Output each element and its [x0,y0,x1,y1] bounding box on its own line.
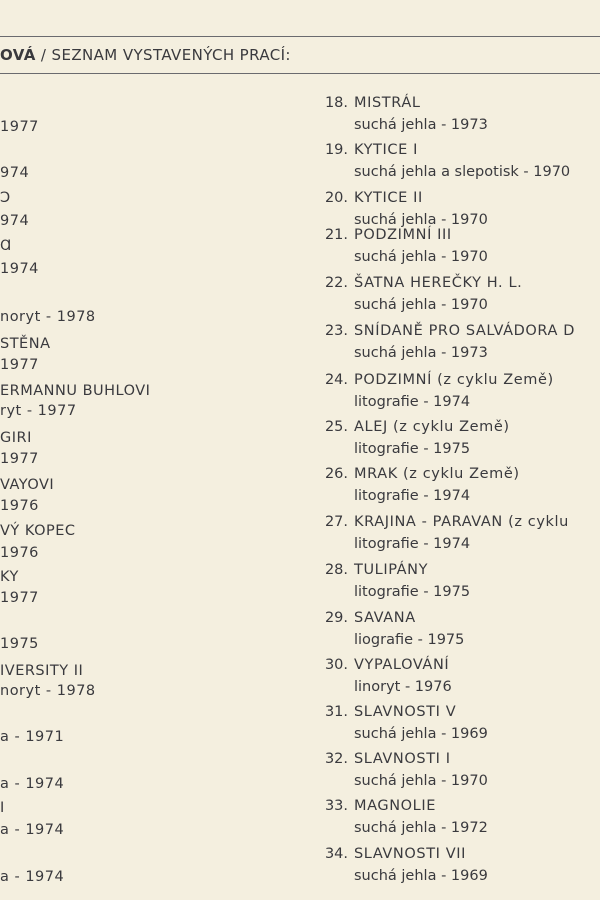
left-fragment: a - 1974 [0,776,65,792]
list-item [316,369,554,413]
entry-number: 30. [324,657,348,673]
entry-detail: suchá jehla - 1973 [354,345,488,361]
left-fragment: GIRI [0,430,32,446]
list-item [316,795,488,839]
entry-detail: suchá jehla - 1973 [354,117,488,133]
entry-number: 28. [324,562,348,578]
left-fragment: ryt - 1977 [0,403,77,419]
left-fragment: 1974 [0,261,39,277]
entry-title: MAGNOLIE [354,798,436,814]
list-item [316,511,569,555]
list-item [316,139,570,183]
entry-detail: litografie - 1975 [354,441,471,457]
list-item [316,92,488,136]
left-fragment: noryt - 1978 [0,309,96,325]
left-fragment: STĚNA [0,336,51,352]
entry-detail: suchá jehla a slepotisk - 1970 [354,164,571,180]
entry-title: PODZIMNÍ (z cyklu Země) [354,372,554,388]
entry-title: KYTICE I [354,142,418,158]
left-fragment: 974 [0,165,30,181]
entry-detail: litografie - 1975 [354,584,471,600]
left-fragment: 1975 [0,636,39,652]
entry-detail: litografie - 1974 [354,394,471,410]
left-fragment: 1977 [0,590,39,606]
entry-title: SLAVNOSTI VII [354,846,467,862]
entry-detail: suchá jehla - 1970 [354,212,488,228]
entry-number: 25. [324,419,348,435]
left-fragment: a - 1974 [0,822,65,838]
entry-detail: litografie - 1974 [354,536,471,552]
entry-number: 23. [324,323,348,339]
list-item [316,748,488,792]
left-fragment: 1977 [0,357,39,373]
top-rule [0,36,600,37]
entry-title: SNÍDANĚ PRO SALVÁDORA D [354,323,575,339]
entry-number: 33. [324,798,348,814]
left-fragment: IVERSITY II [0,663,84,679]
entry-title: SAVANA [354,610,416,626]
left-fragment: 1977 [0,119,39,135]
list-item [316,463,520,507]
list-item [316,224,488,268]
left-fragment: noryt - 1978 [0,683,96,699]
entry-number: 22. [324,275,348,291]
list-item [316,607,464,651]
entry-title: PODZIMNÍ III [354,227,452,243]
left-fragment: 1976 [0,498,39,514]
header-separator: / [35,46,52,64]
entry-detail: suchá jehla - 1972 [354,820,488,836]
list-item [316,701,488,745]
entry-number: 18. [324,95,348,111]
list-item [316,559,470,603]
entry-title: MRAK (z cyklu Země) [354,466,520,482]
entry-title: ALEJ (z cyklu Země) [354,419,510,435]
entry-detail: suchá jehla - 1970 [354,773,488,789]
entry-title: TULIPÁNY [354,562,429,578]
header-title: SEZNAM VYSTAVENÝCH PRACÍ: [51,46,291,64]
list-item [316,654,452,698]
entry-detail: linoryt - 1976 [354,679,452,695]
list-item [316,843,488,887]
entry-title: SLAVNOSTI V [354,704,457,720]
entry-detail: liografie - 1975 [354,632,465,648]
entry-number: 29. [324,610,348,626]
header-bottom-rule [0,73,600,74]
list-item [316,416,510,460]
left-fragment: VÝ KOPEC [0,523,76,539]
entry-number: 27. [324,514,348,530]
entry-title: KYTICE II [354,190,423,206]
entry-number: 21. [324,227,348,243]
entry-title: VYPALOVÁNÍ [354,657,450,673]
entry-title: MISTRÁL [354,95,421,111]
left-fragment: KY [0,569,19,585]
entry-detail: litografie - 1974 [354,488,471,504]
left-fragment: 1977 [0,451,39,467]
entry-number: 26. [324,466,348,482]
entry-number: 31. [324,704,348,720]
list-item [316,272,522,316]
page-header [0,46,291,64]
entry-detail: suchá jehla - 1969 [354,726,488,742]
entry-detail: suchá jehla - 1969 [354,868,488,884]
entry-title: SLAVNOSTI I [354,751,451,767]
left-fragment: VAYOVI [0,477,55,493]
left-fragment: 974 [0,213,30,229]
left-fragment: a - 1971 [0,729,65,745]
entry-number: 32. [324,751,348,767]
left-fragment: Ɔ [0,190,11,206]
left-fragment: a - 1974 [0,869,65,885]
left-fragment: I [0,800,5,816]
entry-title: ŠATNA HEREČKY H. L. [354,275,523,291]
header-name-fragment: OVÁ [0,46,36,64]
left-fragment: 1976 [0,545,39,561]
left-fragment: ERMANNU BUHLOVI [0,383,151,399]
list-item [316,320,575,364]
entry-number: 24. [324,372,348,388]
entry-title: KRAJINA - PARAVAN (z cyklu [354,514,569,530]
entry-detail: suchá jehla - 1970 [354,249,488,265]
left-fragment: Ɑ [0,238,12,254]
entry-number: 19. [324,142,348,158]
entry-number: 34. [324,846,348,862]
entry-number: 20. [324,190,348,206]
entry-detail: suchá jehla - 1970 [354,297,488,313]
